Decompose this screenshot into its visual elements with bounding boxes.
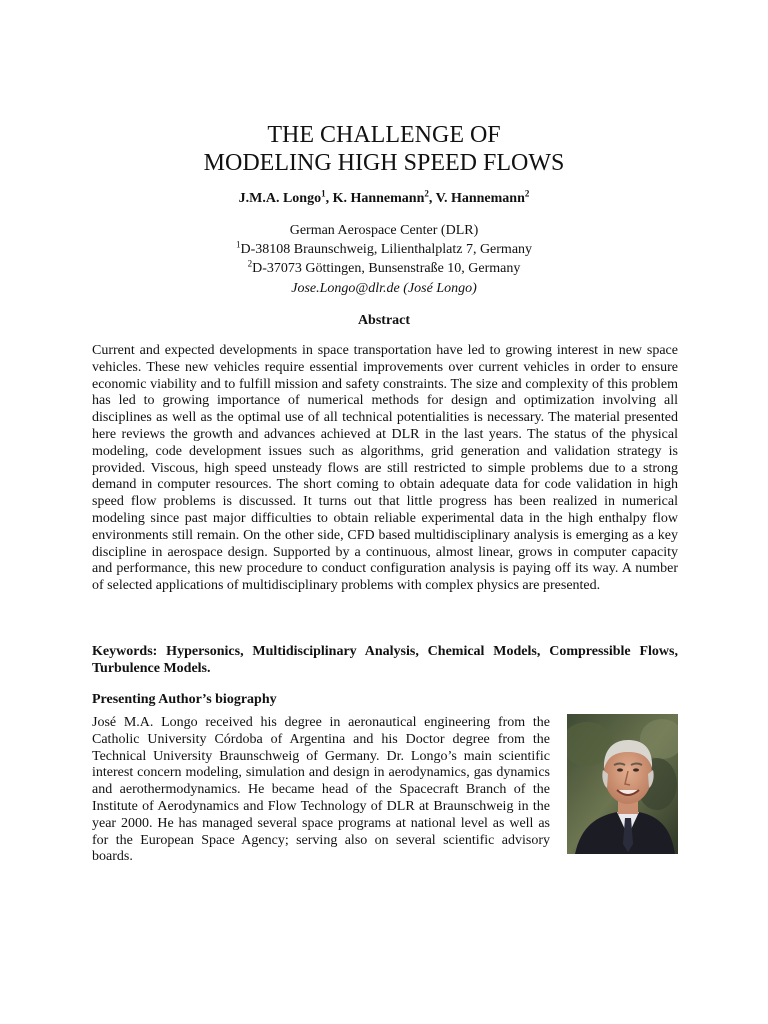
title-line-2: MODELING HIGH SPEED FLOWS <box>203 150 565 176</box>
affiliation-address-2 <box>0 259 768 278</box>
affiliation-block <box>0 221 768 278</box>
title-line-1: THE CHALLENGE OF <box>267 122 501 148</box>
biography-heading: Presenting Author’s biography <box>92 692 277 707</box>
keywords: Keywords: Hypersonics, Multidisciplinary Analysis, Chemical Models, Compressible Flows, Turbulence Models. <box>92 644 678 676</box>
affiliation-mark: 1 <box>235 239 241 250</box>
affiliation-address-1 <box>0 240 768 259</box>
author-list <box>0 189 768 209</box>
affiliation-organization: German Aerospace Center (DLR) <box>289 223 479 238</box>
author-affiliation-mark: 1 <box>321 188 326 199</box>
contact-email: Jose.Longo@dlr.de (José Longo) <box>291 281 477 296</box>
author-photo <box>567 714 678 854</box>
author-portrait-graphic <box>567 714 678 854</box>
affiliation-mark: 2 <box>247 258 253 269</box>
biography-text: José M.A. Longo received his degree in aeronautical engineering from the Catholic University Córdoba of Argentina and his Doctor degree from the Technical University Braunschweig of Germany. Dr. Longo’s main scientific interest concern modeling, simulation and design in aerodynamics, gas dynamics and aerothermodynamics. He became head of the Spacecraft Branch of the Institute of Aerodynamics and Flow Technology of DLR at Braunschweig in the year 2000. He has managed several space programs at national level as well as for the European Space Agency; serving also on several scientific advisory boards. <box>92 715 550 865</box>
author-name: K. Hannemann <box>332 191 425 206</box>
paper-title <box>0 121 768 177</box>
abstract-text: Current and expected developments in space transportation have led to growing interest in new space vehicles. These new vehicles require essential improvements over current vehicles in order to ensure economic viability and to fulfill mission and safety constraints. The size and complexity of this problem has led to growing importance of numerical methods for design and optimization involving all disciplines as well as the optimal use of all technical potentialities is necessary. The material presented here reviews the growth and advances achieved at DLR in the last years. The status of the physical modeling, code development issues such as algorithms, grid generation and validation strategy is provided. Viscous, high speed unsteady flows are still restricted to simple problems due to a strong demand in computer resources. The short coming to obtain adequate data for code validation in high speed flow problems is discussed. It turns out that little progress has been realized in numerical modeling since past major difficulties to obtain reliable experimental data in the high enthalpy flow environments still remain. On the other side, CFD based multidisciplinary analysis is emerging as a key discipline in aerospace design. Supported by a continuous, almost linear, grows in computer capacity and performance, this new procedure to conduct configuration analysis is paying off its way. A number of selected applications of multidisciplinary problems with complex physics are presented. <box>92 343 678 594</box>
author-name: V. Hannemann <box>435 191 525 206</box>
author-separator: , <box>428 191 436 206</box>
abstract-heading: Abstract <box>357 313 411 328</box>
address-text: D-38108 Braunschweig, Lilienthalplatz 7, Germany <box>240 242 533 257</box>
author-separator: , <box>325 191 333 206</box>
author-affiliation-mark: 2 <box>524 188 530 199</box>
author-name: J.M.A. Longo <box>238 191 322 206</box>
author-affiliation-mark: 2 <box>424 188 429 199</box>
address-text: D-37073 Göttingen, Bunsenstraße 10, Germany <box>252 261 521 276</box>
